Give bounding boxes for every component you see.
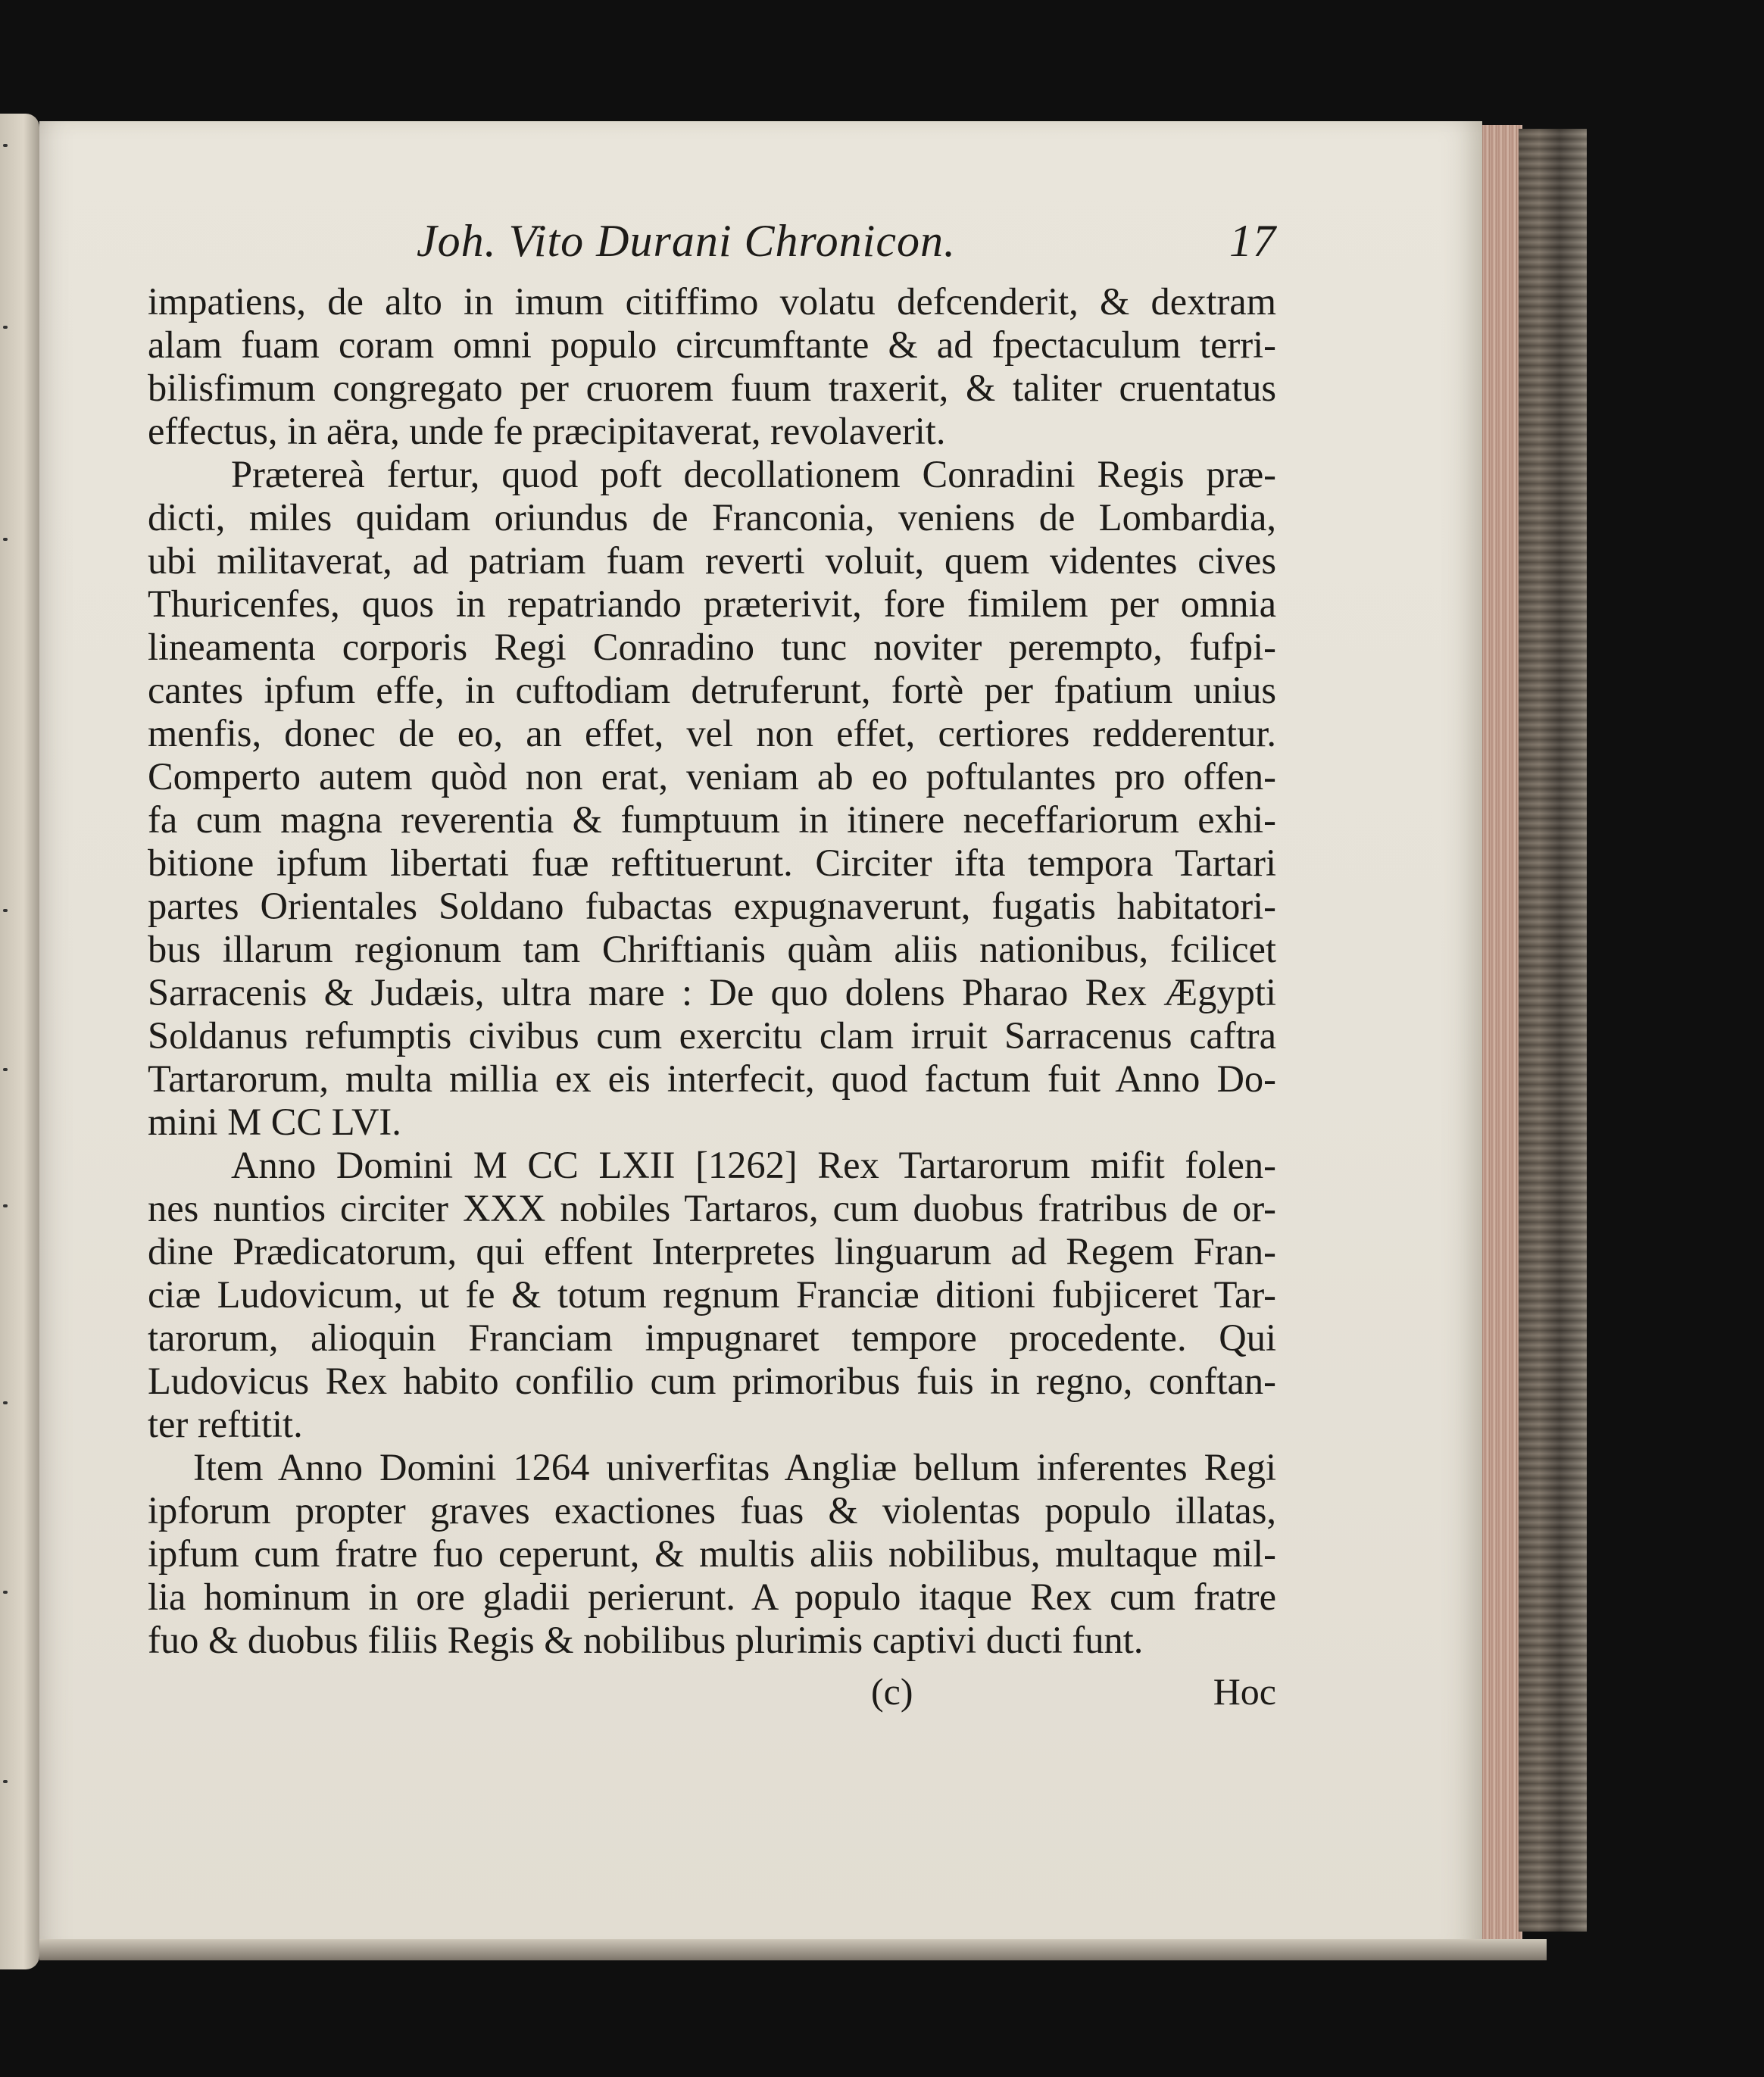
text-line: bus illarum regionum tam Chriftianis quàm aliis nationibus, fcilicet [148,928,1276,970]
text-line: ter reftitit. [148,1403,303,1445]
text-line: ubi militaverat, ad patriam fuam reverti voluit, quem videntes cives [148,539,1276,582]
running-title: Joh. Vito Durani Chronicon. [417,216,956,266]
text-line: Prætereà fertur, quod poft decollationem Conradini Regis præ- [231,453,1276,495]
text-line: lia hominum in ore gladii perierunt. A populo itaque Rex cum fratre [148,1576,1276,1618]
text-line: bilisfimum congregato per cruorem fuum traxerit, & taliter cruentatus [148,367,1276,409]
text-line: Thuricenfes, quos in repatriando præterivit, fore fimilem per omnia [148,582,1276,625]
signature-mark: (c) [871,1670,913,1713]
paragraph-3 [148,1144,1276,1446]
text-line: Item Anno Domini 1264 univerfitas Angliæ bellum inferentes Regi [193,1446,1276,1488]
running-head [148,212,1276,280]
page-bottom-edge [39,1939,1547,1960]
page-footer [148,1669,1276,1723]
text-line: Tartarorum, multa millia ex eis interfecit, quod factum fuit Anno Do- [148,1057,1276,1100]
paragraph-2 [148,453,1276,1144]
facing-page-mark [3,1780,8,1783]
text-line: ipfum cum fratre fuo ceperunt, & multis aliis nobilibus, multaque mil- [148,1532,1276,1575]
text-line: menfis, donec de eo, an effet, vel non effet, certiores redderentur. [148,712,1276,754]
page-text-block [148,212,1276,1723]
facing-page-mark [3,1401,8,1404]
facing-page-mark [3,909,8,912]
text-line: ciæ Ludovicum, ut fe & totum regnum Franciæ ditioni fubjiceret Tar- [148,1273,1276,1316]
page-number: 17 [1229,216,1276,266]
text-line: Soldanus refumptis civibus cum exercitu clam irruit Sarracenus caftra [148,1014,1276,1057]
facing-page-mark [3,1591,8,1594]
text-line: fuo & duobus filiis Regis & nobilibus plurimis captivi ducti funt. [148,1619,1144,1661]
paragraph-1 [148,280,1276,453]
facing-page-mark [3,1068,8,1071]
text-line: dicti, miles quidam oriundus de Franconia, veniens de Lombardia, [148,496,1276,539]
facing-page-mark [3,1204,8,1207]
book-cover-edge [1519,129,1587,1932]
text-line: Anno Domini M CC LXII [1262] Rex Tartarorum mifit folen- [231,1144,1276,1186]
text-line: Sarracenis & Judæis, ultra mare : De quo dolens Pharao Rex Ægypti [148,971,1276,1014]
text-line: bitione ipfum libertati fuæ reftituerunt. Circiter ifta tempora Tartari [148,842,1276,884]
text-line: Comperto autem quòd non erat, veniam ab eo poftulantes pro offen- [148,755,1276,798]
facing-page-mark [3,144,8,147]
text-line: ipforum propter graves exactiones fuas & violentas populo illatas, [148,1489,1276,1532]
text-line: Ludovicus Rex habito confilio cum primoribus fuis in regno, conftan- [148,1360,1276,1402]
text-line: impatiens, de alto in imum citiffimo volatu defcenderit, & dextram [148,280,1276,323]
text-line: alam fuam coram omni populo circumftante & ad fpectaculum terri- [148,323,1276,366]
text-line: partes Orientales Soldano fubactas expugnaverunt, fugatis habitatori- [148,885,1276,927]
text-line: lineamenta corporis Regi Conradino tunc noviter perempto, fufpi- [148,626,1276,668]
paragraph-4 [148,1446,1276,1662]
text-line: tarorum, alioquin Franciam impugnaret tempore procedente. Qui [148,1316,1276,1359]
text-line: fa cum magna reverentia & fumptuum in itinere neceffariorum exhi- [148,798,1276,841]
text-line: mini M CC LVI. [148,1101,401,1143]
catchword: Hoc [1213,1670,1276,1713]
text-line: effectus, in aëra, unde fe præcipitaverat, revolaverit. [148,410,946,452]
text-line: dine Prædicatorum, qui effent Interpretes linguarum ad Regem Fran- [148,1230,1276,1273]
text-line: cantes ipfum effe, in cuftodiam detruferunt, fortè per fpatium unius [148,669,1276,711]
facing-page-mark [3,538,8,541]
text-line: nes nuntios circiter XXX nobiles Tartaros, cum duobus fratribus de or- [148,1187,1276,1229]
facing-page-edge [0,114,39,1969]
facing-page-mark [3,326,8,329]
